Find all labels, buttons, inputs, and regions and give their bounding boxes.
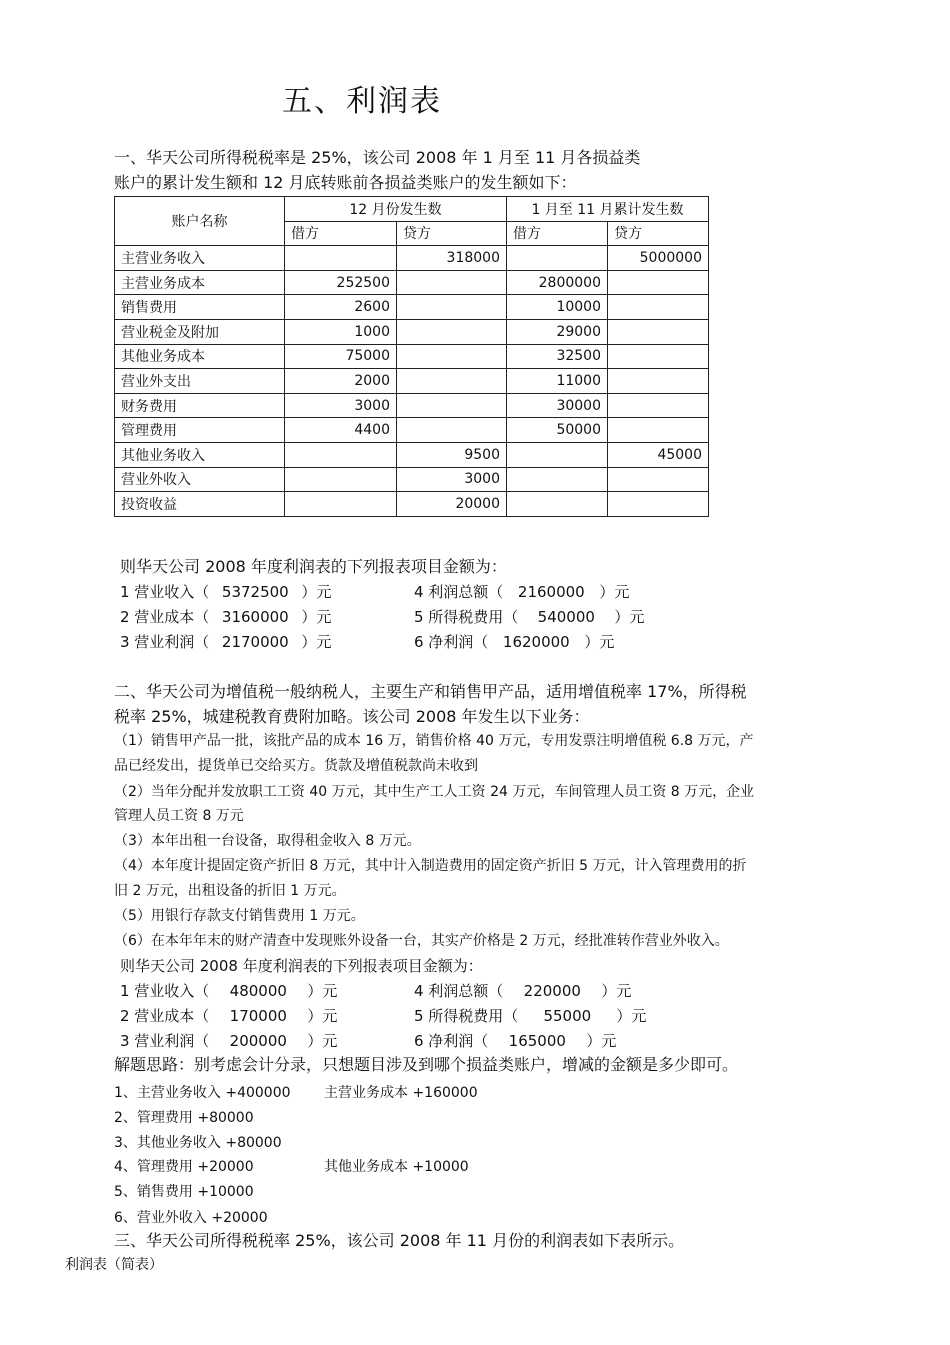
account-name: 销售费用 bbox=[115, 295, 285, 320]
q2-intro-line2: 税率 25%，城建税教育费附加略。该公司 2008 年发生以下业务： bbox=[114, 707, 590, 726]
answer-label: 5 所得税费用（ bbox=[414, 608, 519, 626]
dec-debit-cell: 1000 bbox=[285, 319, 397, 344]
answer-value: 5372500 bbox=[221, 583, 289, 601]
answer-unit: ）元 bbox=[614, 608, 645, 626]
dec-debit-cell: 252500 bbox=[285, 270, 397, 295]
q1-answer-6 bbox=[414, 632, 614, 652]
header-dec-debit: 借方 bbox=[285, 221, 397, 246]
account-table bbox=[114, 196, 709, 517]
q2-answer-2 bbox=[120, 1006, 337, 1026]
ytd-credit-cell bbox=[608, 369, 709, 394]
table-row bbox=[115, 442, 709, 467]
answer-label: 3 营业利润（ bbox=[120, 1032, 210, 1050]
answer-value: 165000 bbox=[508, 1032, 566, 1050]
ytd-debit-cell bbox=[507, 442, 608, 467]
q1-intro-line1: 一、华天公司所得税税率是 25%，该公司 2008 年 1 月至 11 月各损益类 bbox=[114, 148, 641, 167]
dec-debit-cell: 3000 bbox=[285, 393, 397, 418]
q2-item-line: 品已经发出，提货单已交给买方。货款及增值税款尚未收到 bbox=[114, 758, 478, 774]
ytd-debit-cell: 50000 bbox=[507, 418, 608, 443]
answer-label: 6 净利润（ bbox=[414, 1032, 489, 1050]
answer-unit: ）元 bbox=[307, 1007, 338, 1025]
q2-answer-3 bbox=[120, 1031, 337, 1051]
header-account-name: 账户名称 bbox=[115, 197, 285, 246]
dec-debit-cell bbox=[285, 442, 397, 467]
dec-credit-cell bbox=[397, 295, 507, 320]
q2-item-line: 管理人员工资 8 万元 bbox=[114, 808, 244, 824]
account-name: 营业外收入 bbox=[115, 467, 285, 492]
q1-answer-3 bbox=[120, 632, 331, 652]
ytd-debit-cell bbox=[507, 246, 608, 271]
ytd-debit-cell: 11000 bbox=[507, 369, 608, 394]
answer-value: 200000 bbox=[229, 1032, 287, 1050]
ytd-debit-cell: 29000 bbox=[507, 319, 608, 344]
answer-label: 2 营业成本（ bbox=[120, 608, 210, 626]
q1-answer-5 bbox=[414, 607, 644, 627]
answer-value: 3160000 bbox=[221, 608, 289, 626]
q1-intro-line2: 账户的累计发生额和 12 月底转账前各损益类账户的发生额如下： bbox=[114, 173, 577, 192]
answer-label: 1 营业收入（ bbox=[120, 583, 210, 601]
answer-value: 480000 bbox=[229, 982, 287, 1000]
table-row bbox=[115, 492, 709, 517]
q2-answer-1 bbox=[120, 981, 337, 1001]
answer-unit: ）元 bbox=[584, 633, 615, 651]
answer-value: 2160000 bbox=[517, 583, 585, 601]
answer-value: 1620000 bbox=[502, 633, 570, 651]
q2-answer-4 bbox=[414, 981, 631, 1001]
ytd-credit-cell bbox=[608, 418, 709, 443]
answer-unit: ）元 bbox=[307, 982, 338, 1000]
answer-unit: ）元 bbox=[601, 982, 632, 1000]
answer-label: 1 营业收入（ bbox=[120, 982, 210, 1000]
q1-question: 则华天公司 2008 年度利润表的下列报表项目金额为： bbox=[120, 557, 507, 576]
ytd-debit-cell: 10000 bbox=[507, 295, 608, 320]
q2-answer-5 bbox=[414, 1006, 646, 1026]
table-row bbox=[115, 319, 709, 344]
header-december: 12 月份发生数 bbox=[285, 197, 507, 222]
dec-credit-cell bbox=[397, 369, 507, 394]
step-line-secondary: 其他业务成本 +10000 bbox=[324, 1159, 469, 1175]
dec-debit-cell bbox=[285, 246, 397, 271]
table-row bbox=[115, 393, 709, 418]
ytd-credit-cell bbox=[608, 270, 709, 295]
q2-item-line: （1）销售甲产品一批，该批产品的成本 16 万，销售价格 40 万元，专用发票注明增值税 6.8 万元，产 bbox=[114, 733, 754, 749]
dec-credit-cell: 3000 bbox=[397, 467, 507, 492]
answer-unit: ）元 bbox=[599, 583, 630, 601]
q2-item-line: （3）本年出租一台设备，取得租金收入 8 万元。 bbox=[114, 833, 421, 849]
account-name: 主营业务收入 bbox=[115, 246, 285, 271]
table-row bbox=[115, 270, 709, 295]
dec-credit-cell bbox=[397, 393, 507, 418]
step-line: 1、主营业务收入 +400000 bbox=[114, 1085, 291, 1101]
ytd-credit-cell bbox=[608, 295, 709, 320]
dec-credit-cell bbox=[397, 418, 507, 443]
answer-value: 220000 bbox=[523, 982, 581, 1000]
q2-item-line: （6）在本年年末的财产清查中发现账外设备一台，其实产价格是 2 万元，经批准转作营业外收入。 bbox=[114, 933, 729, 949]
step-line: 6、营业外收入 +20000 bbox=[114, 1210, 268, 1226]
ytd-debit-cell: 32500 bbox=[507, 344, 608, 369]
dec-debit-cell: 2600 bbox=[285, 295, 397, 320]
answer-value: 2170000 bbox=[221, 633, 289, 651]
answer-value: 170000 bbox=[229, 1007, 287, 1025]
answer-unit: ）元 bbox=[616, 1007, 647, 1025]
ytd-credit-cell: 5000000 bbox=[608, 246, 709, 271]
q2-question: 则华天公司 2008 年度利润表的下列报表项目金额为： bbox=[120, 957, 483, 975]
q2-item-line: 旧 2 万元，出租设备的折旧 1 万元。 bbox=[114, 883, 346, 899]
q1-answer-1 bbox=[120, 582, 331, 602]
answer-value: 55000 bbox=[543, 1007, 592, 1025]
q1-answer-4 bbox=[414, 582, 629, 602]
dec-credit-cell: 318000 bbox=[397, 246, 507, 271]
answer-unit: ）元 bbox=[307, 1032, 338, 1050]
account-name: 财务费用 bbox=[115, 393, 285, 418]
page-title: 五、利润表 bbox=[282, 84, 442, 119]
table-row bbox=[115, 418, 709, 443]
dec-credit-cell: 9500 bbox=[397, 442, 507, 467]
account-name: 其他业务成本 bbox=[115, 344, 285, 369]
dec-debit-cell: 4400 bbox=[285, 418, 397, 443]
q1-answer-2 bbox=[120, 607, 331, 627]
account-name: 营业税金及附加 bbox=[115, 319, 285, 344]
account-name: 其他业务收入 bbox=[115, 442, 285, 467]
ytd-credit-cell bbox=[608, 344, 709, 369]
header-dec-credit: 贷方 bbox=[397, 221, 507, 246]
answer-unit: ）元 bbox=[301, 583, 332, 601]
header-ytd-credit: 贷方 bbox=[608, 221, 709, 246]
dec-debit-cell bbox=[285, 467, 397, 492]
account-name: 主营业务成本 bbox=[115, 270, 285, 295]
q2-hint: 解题思路：别考虑会计分录，只想题目涉及到哪个损益类账户，增减的金额是多少即可。 bbox=[114, 1055, 739, 1074]
step-line: 5、销售费用 +10000 bbox=[114, 1184, 254, 1200]
table-row bbox=[115, 246, 709, 271]
ytd-credit-cell: 45000 bbox=[608, 442, 709, 467]
account-name: 投资收益 bbox=[115, 492, 285, 517]
answer-label: 5 所得税费用（ bbox=[414, 1007, 519, 1025]
step-line: 2、管理费用 +80000 bbox=[114, 1110, 254, 1126]
header-ytd: 1 月至 11 月累计发生数 bbox=[507, 197, 709, 222]
q2-item-line: （5）用银行存款支付销售费用 1 万元。 bbox=[114, 908, 365, 924]
step-line: 3、其他业务收入 +80000 bbox=[114, 1135, 282, 1151]
table-row bbox=[115, 344, 709, 369]
dec-credit-cell bbox=[397, 270, 507, 295]
ytd-debit-cell: 2800000 bbox=[507, 270, 608, 295]
answer-label: 4 利润总额（ bbox=[414, 982, 504, 1000]
q2-answer-6 bbox=[414, 1031, 616, 1051]
q3-table-caption: 利润表（简表） bbox=[65, 1257, 163, 1273]
answer-unit: ）元 bbox=[586, 1032, 617, 1050]
ytd-debit-cell bbox=[507, 492, 608, 517]
account-name: 管理费用 bbox=[115, 418, 285, 443]
answer-label: 3 营业利润（ bbox=[120, 633, 210, 651]
table-row bbox=[115, 295, 709, 320]
table-row bbox=[115, 369, 709, 394]
answer-unit: ）元 bbox=[301, 633, 332, 651]
ytd-credit-cell bbox=[608, 393, 709, 418]
dec-debit-cell: 2000 bbox=[285, 369, 397, 394]
account-name: 营业外支出 bbox=[115, 369, 285, 394]
dec-credit-cell bbox=[397, 319, 507, 344]
answer-label: 6 净利润（ bbox=[414, 633, 489, 651]
answer-label: 4 利润总额（ bbox=[414, 583, 504, 601]
ytd-debit-cell bbox=[507, 467, 608, 492]
header-ytd-debit: 借方 bbox=[507, 221, 608, 246]
q3-intro: 三、华天公司所得税税率 25%，该公司 2008 年 11 月份的利润表如下表所示。 bbox=[114, 1231, 685, 1250]
dec-debit-cell: 75000 bbox=[285, 344, 397, 369]
ytd-debit-cell: 30000 bbox=[507, 393, 608, 418]
ytd-credit-cell bbox=[608, 492, 709, 517]
q2-item-line: （4）本年度计提固定资产折旧 8 万元，其中计入制造费用的固定资产折旧 5 万元，计入管理费用的折 bbox=[114, 858, 747, 874]
answer-unit: ）元 bbox=[301, 608, 332, 626]
dec-credit-cell: 20000 bbox=[397, 492, 507, 517]
answer-value: 540000 bbox=[537, 608, 595, 626]
dec-credit-cell bbox=[397, 344, 507, 369]
step-line: 4、管理费用 +20000 bbox=[114, 1159, 254, 1175]
q2-item-line: （2）当年分配并发放职工工资 40 万元，其中生产工人工资 24 万元，车间管理人员工资 8 万元，企业 bbox=[114, 784, 755, 800]
ytd-credit-cell bbox=[608, 467, 709, 492]
table-row bbox=[115, 467, 709, 492]
q2-intro-line1: 二、华天公司为增值税一般纳税人，主要生产和销售甲产品，适用增值税率 17%，所得税 bbox=[114, 682, 747, 701]
step-line-secondary: 主营业务成本 +160000 bbox=[324, 1085, 478, 1101]
dec-debit-cell bbox=[285, 492, 397, 517]
answer-label: 2 营业成本（ bbox=[120, 1007, 210, 1025]
ytd-credit-cell bbox=[608, 319, 709, 344]
